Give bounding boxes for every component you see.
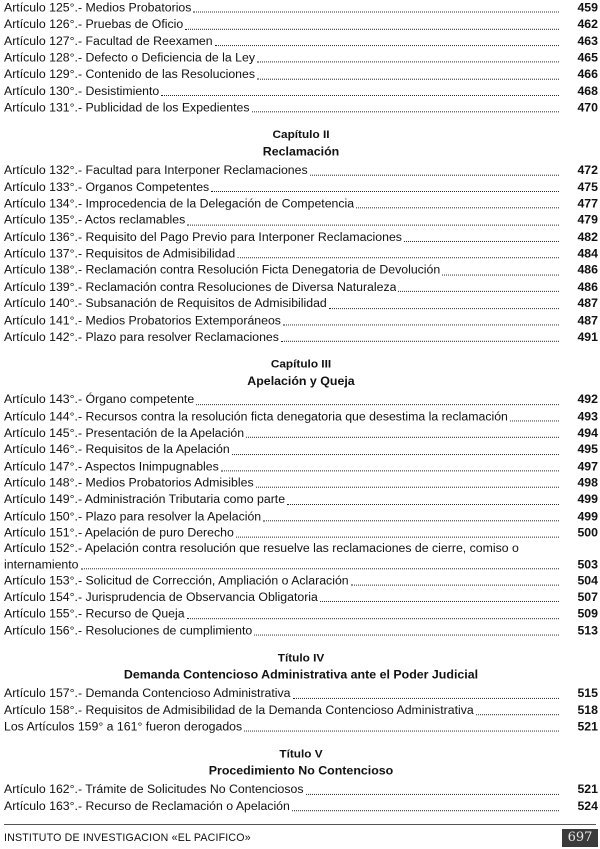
toc-entry-title: Artículo 132°.- Facultad para Interponer Reclamaciones <box>4 163 308 178</box>
dot-leader <box>221 469 559 471</box>
toc-entry <box>4 100 598 117</box>
section-heading-title: Procedimiento No Contencioso <box>208 763 394 778</box>
toc-entry <box>4 246 598 263</box>
toc-entry-page: 465 <box>577 50 598 65</box>
toc-entry <box>4 686 598 703</box>
dot-leader <box>476 713 559 715</box>
toc-entry-page: 499 <box>577 492 598 507</box>
toc-entry-title: Artículo 136°.- Requisito del Pago Previo para Interponer Reclamaciones <box>4 230 402 244</box>
toc-entry-title: Artículo 150°.- Plazo para resolver la Apelación <box>4 509 262 523</box>
toc-entry-page: 499 <box>577 509 598 523</box>
toc-entry <box>4 179 598 196</box>
dot-leader <box>215 44 559 46</box>
toc-entry-page: 493 <box>577 409 598 423</box>
toc-entry <box>4 83 598 100</box>
dot-leader <box>257 61 559 63</box>
toc-entry-title: Artículo 142°.- Plazo para resolver Reclamaciones <box>4 330 279 344</box>
table-of-contents <box>4 0 598 815</box>
toc-entry <box>4 196 598 213</box>
toc-entry <box>4 623 598 640</box>
dot-leader <box>281 340 559 342</box>
toc-entry <box>4 263 598 280</box>
section-heading <box>4 650 598 684</box>
toc-entry <box>4 542 598 573</box>
toc-entry <box>4 279 598 296</box>
toc-entry <box>4 573 598 590</box>
toc-entry-title: Artículo 126°.- Pruebas de Oficio <box>4 17 184 32</box>
toc-entry-page: 498 <box>577 476 598 490</box>
toc-entry-page: 463 <box>577 34 598 48</box>
dot-leader <box>292 809 559 811</box>
dot-leader <box>398 290 559 292</box>
toc-entry-title: Artículo 148°.- Medios Probatorios Admisibles <box>4 476 254 490</box>
toc-entry-page: 462 <box>577 17 598 32</box>
toc-entry-title: Artículo 158°.- Requisitos de Admisibilidad de la Demanda Contencioso Administrativa <box>4 703 474 717</box>
toc-entry <box>4 508 598 525</box>
section-heading <box>4 127 598 161</box>
section-heading-title: Apelación y Queja <box>247 374 355 388</box>
toc-entry-page: 487 <box>577 313 598 327</box>
toc-entry-page: 518 <box>577 703 598 717</box>
toc-entry <box>4 719 598 736</box>
toc-entry-title: Artículo 162°.- Trámite de Solicitudes No Contenciosos <box>4 782 304 797</box>
dot-leader <box>187 617 559 619</box>
toc-entry-page: 482 <box>577 230 598 244</box>
toc-entry-page: 475 <box>577 180 598 194</box>
toc-entry-page: 486 <box>577 263 598 277</box>
toc-entry-page: 521 <box>577 719 598 734</box>
toc-entry <box>4 163 598 180</box>
toc-entry-title: Artículo 154°.- Jurisprudencia de Observancia Obligatoria <box>4 590 318 604</box>
toc-entry-title: Artículo 157°.- Demanda Contencioso Administrativa <box>4 686 291 700</box>
toc-entry-title: Artículo 144°.- Recursos contra la resolución ficta denegatoria que desestima la reclamación <box>4 409 508 423</box>
dot-leader <box>257 77 559 79</box>
toc-entry-title: Artículo 139°.- Reclamación contra Resoluciones de Diversa Naturaleza <box>4 280 397 294</box>
toc-entry <box>4 0 598 17</box>
footer-page-number: 697 <box>562 829 598 847</box>
dot-leader <box>237 257 559 259</box>
dot-leader <box>185 28 559 30</box>
toc-entry-title: Artículo 131°.- Publicidad de los Expedientes <box>4 100 250 115</box>
dot-leader <box>256 486 559 488</box>
dot-leader <box>351 584 559 586</box>
toc-entry <box>4 458 598 475</box>
toc-entry-page: 494 <box>577 426 598 440</box>
dot-leader <box>236 536 559 538</box>
toc-entry-title: Artículo 134°.- Improcedencia de la Delegación de Competencia <box>4 196 355 211</box>
toc-entry-title: Artículo 141°.- Medios Probatorios Extemporáneos <box>4 313 281 327</box>
dot-leader <box>161 94 559 96</box>
toc-entry <box>4 296 598 313</box>
toc-entry-page: 477 <box>577 196 598 211</box>
toc-entry <box>4 33 598 50</box>
toc-entry-title-continued: internamiento <box>4 558 79 572</box>
toc-entry-title: Artículo 153°.- Solicitud de Corrección, Ampliación o Aclaración <box>4 573 349 588</box>
dot-leader <box>193 11 559 13</box>
toc-entry-page: 472 <box>577 163 598 178</box>
dot-leader <box>232 453 559 455</box>
dot-leader <box>356 207 559 209</box>
toc-entry-page: 503 <box>577 558 598 572</box>
dot-leader <box>310 174 559 176</box>
toc-entry-page: 492 <box>577 392 598 407</box>
toc-entry-title: Artículo 145°.- Presentación de la Apelación <box>4 426 245 440</box>
toc-entry <box>4 798 598 815</box>
toc-entry <box>4 312 598 329</box>
toc-entry <box>4 17 598 34</box>
toc-entry <box>4 425 598 442</box>
toc-entry <box>4 67 598 84</box>
toc-entry-title: Artículo 152°.- Apelación contra resolución que resuelve las reclamaciones de cierre, comiso o <box>4 541 519 556</box>
toc-entry-page: 466 <box>577 67 598 81</box>
section-heading-number: Título IV <box>277 651 325 665</box>
toc-entry <box>4 492 598 509</box>
dot-leader <box>287 503 559 505</box>
toc-entry-page: 470 <box>577 100 598 115</box>
section-heading <box>4 746 598 780</box>
section-heading-number: Capítulo II <box>272 128 330 142</box>
toc-entry <box>4 782 598 799</box>
toc-entry-title: Artículo 163°.- Recurso de Reclamación o Apelación <box>4 799 290 813</box>
toc-entry-page: 468 <box>577 84 598 98</box>
toc-entry-title: Artículo 138°.- Reclamación contra Resolución Ficta Denegatoria de Devolución <box>4 263 441 277</box>
toc-entry-page: 509 <box>577 607 598 621</box>
toc-entry <box>4 392 598 409</box>
toc-entry-title: Artículo 137°.- Requisitos de Admisibilidad <box>4 246 236 261</box>
dot-leader <box>254 634 559 636</box>
toc-entry-title: Artículo 125°.- Medios Probatorios <box>4 0 192 15</box>
footer-rule <box>4 824 596 825</box>
toc-entry <box>4 606 598 623</box>
toc-entry-title: Artículo 130°.- Desistimiento <box>4 84 160 98</box>
toc-entry-title: Artículo 128°.- Defecto o Deficiencia de la Ley <box>4 50 255 65</box>
toc-entry-title: Artículo 133°.- Organos Competentes <box>4 180 210 194</box>
toc-entry-page: 491 <box>577 330 598 344</box>
toc-entry-page: 497 <box>577 459 598 473</box>
dot-leader <box>306 793 559 795</box>
dot-leader <box>81 567 559 569</box>
dot-leader <box>404 240 559 242</box>
toc-entry-title: Artículo 127°.- Facultad de Reexamen <box>4 34 213 48</box>
toc-entry <box>4 50 598 67</box>
dot-leader <box>252 111 559 113</box>
dot-leader <box>211 190 559 192</box>
dot-leader <box>283 323 559 325</box>
toc-entry <box>4 213 598 230</box>
dot-leader <box>510 419 559 421</box>
toc-entry <box>4 442 598 459</box>
section-heading-title: Demanda Contencioso Administrativa ante el Poder Judicial <box>123 667 479 682</box>
section-heading-number: Capítulo III <box>270 357 332 371</box>
dot-leader <box>442 273 559 275</box>
toc-entry-page: 487 <box>577 296 598 311</box>
toc-entry-page: 479 <box>577 213 598 227</box>
section-heading-number: Título V <box>279 747 323 761</box>
section-heading <box>4 356 598 390</box>
toc-entry <box>4 702 598 719</box>
footer-institution: INSTITUTO DE INVESTIGACION «EL PACIFICO» <box>4 832 251 844</box>
dot-leader <box>293 696 559 698</box>
toc-entry-page: 459 <box>577 0 598 15</box>
toc-entry-title: Artículo 147°.- Aspectos Inimpugnables <box>4 459 219 473</box>
dot-leader <box>244 730 559 732</box>
toc-entry-page: 515 <box>577 686 598 700</box>
toc-entry <box>4 329 598 346</box>
toc-entry-title: Artículo 146°.- Requisitos de la Apelación <box>4 442 230 457</box>
toc-entry-title: Artículo 151°.- Apelación de puro Derecho <box>4 526 234 540</box>
dot-leader <box>187 223 559 225</box>
dot-leader <box>263 519 559 521</box>
toc-entry-title: Artículo 156°.- Resoluciones de cumplimiento <box>4 623 253 638</box>
dot-leader <box>246 436 559 438</box>
dot-leader <box>329 307 559 309</box>
toc-entry-page: 507 <box>577 590 598 604</box>
toc-entry <box>4 229 598 246</box>
toc-entry-title: Los Artículos 159° a 161° fueron derogados <box>4 719 243 734</box>
dot-leader <box>196 403 559 405</box>
toc-entry-title: Artículo 155°.- Recurso de Queja <box>4 607 185 621</box>
toc-entry <box>4 590 598 607</box>
toc-entry <box>4 525 598 542</box>
section-heading-title: Reclamación <box>262 144 340 159</box>
toc-entry-page: 521 <box>577 782 598 797</box>
toc-entry-page: 500 <box>577 526 598 540</box>
toc-entry-title: Artículo 149°.- Administración Tributaria como parte <box>4 492 286 507</box>
toc-entry-page: 504 <box>577 573 598 588</box>
dot-leader <box>320 600 559 602</box>
toc-entry <box>4 409 598 426</box>
page-footer <box>0 822 600 849</box>
toc-entry-page: 524 <box>577 799 598 813</box>
toc-entry-title: Artículo 140°.- Subsanación de Requisitos de Admisibilidad <box>4 296 327 311</box>
toc-entry-title: Artículo 143°.- Órgano competente <box>4 392 195 407</box>
toc-entry <box>4 475 598 492</box>
toc-entry-page: 495 <box>577 442 598 457</box>
toc-entry-page: 486 <box>577 280 598 294</box>
toc-entry-title: Artículo 135°.- Actos reclamables <box>4 213 186 227</box>
toc-entry-page: 513 <box>577 623 598 638</box>
toc-entry-title: Artículo 129°.- Contenido de las Resoluciones <box>4 67 255 81</box>
toc-entry-page: 484 <box>577 246 598 261</box>
